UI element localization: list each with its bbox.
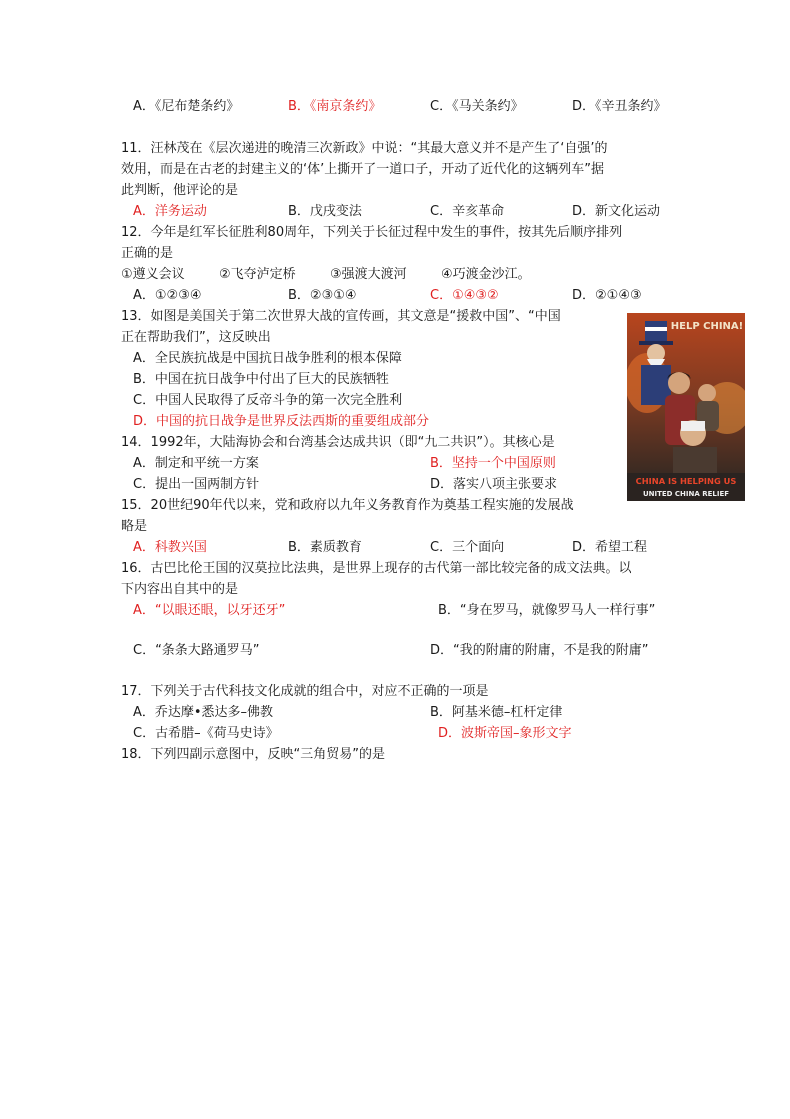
q12-event-3: ③强渡大渡河 (330, 267, 407, 282)
q16-option-d: D．“我的附庸的附庸，不是我的附庸” (430, 643, 649, 658)
q12-stem-line1: 12．今年是红军长征胜利80周年，下列关于长征过程中发生的事件，按其先后顺序排列 (121, 225, 623, 240)
q12-option-d: D．②①④③ (572, 288, 642, 303)
q11-option-b: B．戊戌变法 (288, 204, 362, 219)
q10-option-c: C．《马关条约》 (430, 99, 524, 114)
q12-event-4: ④巧渡金沙江。 (441, 267, 531, 282)
q12-option-c: C．①④③② (430, 288, 499, 303)
q16-stem-line2: 下内容出自其中的是 (121, 582, 239, 597)
q12-event-2: ②飞夺泸定桥 (219, 267, 296, 282)
q14-option-a: A．制定和平统一方案 (133, 456, 259, 471)
q10-option-d: D．《辛丑条约》 (572, 99, 667, 114)
q12-stem-line2: 正确的是 (121, 246, 174, 261)
q16-option-c: C．“条条大路通罗马” (133, 643, 260, 658)
q13-option-a: A．全民族抗战是中国抗日战争胜利的根本保障 (133, 351, 402, 366)
q14-stem: 14．1992年，大陆海协会和台湾基会达成共识（即“九二共识”）。其核心是 (121, 435, 555, 450)
q15-option-c: C．三个面向 (430, 540, 505, 555)
q16-option-a: A．“以眼还眼，以牙还牙” (133, 603, 286, 618)
poster-bottom-line2: UNITED CHINA RELIEF (642, 490, 730, 498)
q15-option-b: B．素质教育 (288, 540, 362, 555)
q17-option-b: B．阿基米德–杠杆定律 (430, 705, 563, 720)
q11-stem-line1: 11．汪林茂在《层次递进的晚清三次新政》中说：“其最大意义并不是产生了‘自强’的 (121, 141, 608, 156)
q15-stem-line2: 略是 (121, 519, 148, 534)
q12-option-a: A．①②③④ (133, 288, 202, 303)
q18-stem: 18．下列四副示意图中，反映“三角贸易”的是 (121, 747, 386, 762)
q15-stem-line1: 15．20世纪90年代以来，党和政府以九年义务教育作为奠基工程实施的发展战 (121, 498, 574, 513)
q14-option-d: D．落实八项主张要求 (430, 477, 558, 492)
q16-option-b: B．“身在罗马，就像罗马人一样行事” (438, 603, 656, 618)
q17-option-d: D．波斯帝国–象形文字 (438, 726, 572, 741)
q12-event-1: ①遵义会议 (121, 267, 185, 282)
q10-option-a: A．《尼布楚条约》 (133, 99, 240, 114)
q13-option-d: D．中国的抗日战争是世界反法西斯的重要组成部分 (133, 414, 430, 429)
q11-option-d: D．新文化运动 (572, 204, 661, 219)
poster-title-text: HELP CHINA! (670, 321, 744, 332)
q17-stem: 17．下列关于古代科技文化成就的组合中，对应不正确的一项是 (121, 684, 489, 699)
q17-option-a: A．乔达摩•悉达多–佛教 (133, 705, 274, 720)
q11-stem-line3: 此判断，他评论的是 (121, 183, 239, 198)
q10-option-b: B．《南京条约》 (288, 99, 382, 114)
q11-stem-line2: 效用，而是在古老的封建主义的‘体’上撕开了一道口子，开动了近代化的这辆列车”据 (121, 162, 605, 177)
q17-option-c: C．古希腊–《荷马史诗》 (133, 726, 279, 741)
q11-option-c: C．辛亥革命 (430, 204, 505, 219)
poster-bottom-line1: CHINA IS HELPING US (635, 476, 737, 486)
q13-option-b: B．中国在抗日战争中付出了巨大的民族牺牲 (133, 372, 389, 387)
q14-option-c: C．提出一国两制方针 (133, 477, 260, 492)
q14-option-b: B．坚持一个中国原则 (430, 456, 556, 471)
poster-illustration (627, 313, 745, 501)
propaganda-poster-image (627, 313, 745, 501)
q15-option-d: D．希望工程 (572, 540, 648, 555)
q16-stem-line1: 16．古巴比伦王国的汉莫拉比法典，是世界上现存的古代第一部比较完备的成文法典。以 (121, 561, 632, 576)
q13-stem-line2: 正在帮助我们”，这反映出 (121, 330, 271, 345)
q15-option-a: A．科教兴国 (133, 540, 207, 555)
q11-option-a: A．洋务运动 (133, 204, 207, 219)
q13-stem-line1: 13．如图是美国关于第二次世界大战的宣传画，其文意是“援救中国”、“中国 (121, 309, 561, 324)
q12-option-b: B．②③①④ (288, 288, 357, 303)
q13-option-c: C．中国人民取得了反帝斗争的第一次完全胜利 (133, 393, 403, 408)
